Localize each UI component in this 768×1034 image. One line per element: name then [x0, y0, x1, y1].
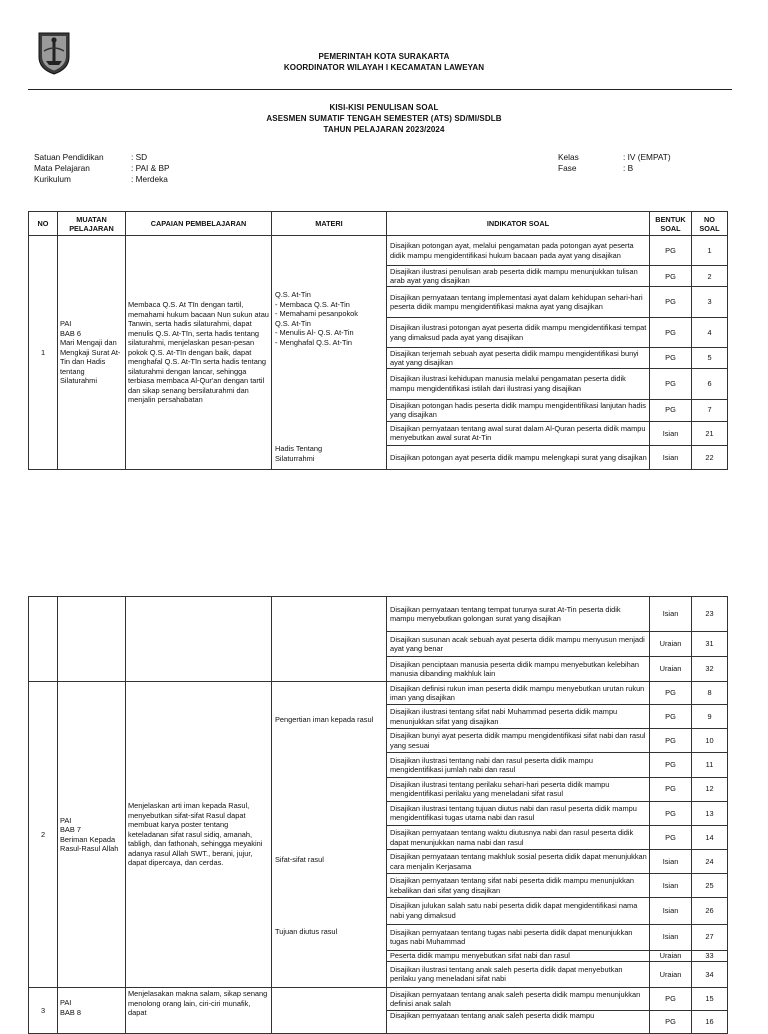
indicator-cell: Disajikan pernyataan tentang awal surat dalam Al-Quran peserta didik mampu menyebutkan awal surat At-Tin: [387, 421, 650, 445]
nosoal-cell: 26: [692, 898, 728, 924]
nosoal-cell: 8: [692, 682, 728, 705]
bentuk-cell: PG: [650, 988, 692, 1011]
bentuk-cell: PG: [650, 399, 692, 421]
nosoal-cell: 25: [692, 874, 728, 898]
indicator-cell: Disajikan ilustrasi tentang anak saleh peserta didik dapat menyebutkan perilaku yang meneladani sifat nabi: [387, 961, 650, 987]
row-number: 2: [29, 682, 58, 988]
row-number: 3: [29, 988, 58, 1034]
indicator-cell: Peserta didik mampu menyebutkan sifat nabi dan rasul: [387, 950, 650, 961]
indicator-cell: Disajikan pernyataan tentang makhluk sosial peserta didik dapat menunjukkan cara menjalin Kerjasama: [387, 850, 650, 874]
bentuk-cell: Isian: [650, 421, 692, 445]
materi-qs-at-tin: Q.S. At-Tin - Membaca Q.S. At-Tin - Memahami pesanpokok Q.S. At-Tin - Menulis Al- Q.S. At-Tin - Menghafal Q.S. At-Tin: [275, 290, 358, 347]
nosoal-cell: 23: [692, 597, 728, 632]
indicator-cell: Disajikan terjemah sebuah ayat peserta didik mampu mengidentifikasi bunyi ayat yang disajikan: [387, 348, 650, 369]
capaian-cell: Menjelasakan makna salam, sikap senang menolong orang lain, ciri-ciri munafik, dapat: [126, 988, 272, 1034]
materi-hadis: Hadis Tentang Silaturrahmi: [275, 444, 323, 463]
nosoal-cell: 1: [692, 236, 728, 266]
letterhead-divider: [28, 89, 732, 90]
indicator-cell: Disajikan definisi rukun iman peserta didik mampu menyebutkan urutan rukun iman yang disajikan: [387, 682, 650, 705]
bentuk-cell: Isian: [650, 850, 692, 874]
nosoal-cell: 12: [692, 777, 728, 801]
nosoal-cell: 11: [692, 753, 728, 777]
kisi-kisi-table-2: [28, 596, 728, 1034]
capaian-cell: Menjelaskan arti iman kepada Rasul, menyebutkan sifat-sifat Rasul dapat membuat karya poster tentang keteladanan sifat rasul sidiq, amanah, tabligh, dan fathonah, sehingga meyakini adanya rasul Allah SWT., berani, jujur, dapat dipercaya, dan cerdas.: [126, 682, 272, 988]
row-number: 1: [29, 236, 58, 470]
bentuk-cell: PG: [650, 825, 692, 849]
kurikulum-label: Kurikulum: [34, 174, 71, 184]
bentuk-cell: Uraian: [650, 950, 692, 961]
indicator-cell: Disajikan ilustrasi tentang nabi dan rasul peserta didik mampu mengidentifikasi jumlah nabi dan rasul: [387, 753, 650, 777]
bentuk-cell: PG: [650, 266, 692, 287]
materi-cell: [272, 988, 387, 1034]
indicator-cell: Disajikan pernyataan tentang anak saleh peserta didik mampu menunjukkan definisi anak salah: [387, 988, 650, 1011]
bentuk-cell: PG: [650, 348, 692, 369]
muatan-cell: PAI BAB 7 Beriman Kepada Rasul-Rasul Allah: [58, 682, 126, 988]
indicator-cell: Disajikan bunyi ayat peserta didik mampu mengidentifikasi sifat nabi dan rasul yang sesuai: [387, 729, 650, 753]
kisi-kisi-table-1: [28, 211, 728, 470]
materi-cell: [272, 236, 387, 470]
bentuk-cell: PG: [650, 682, 692, 705]
kelas-value: : IV (EMPAT): [623, 152, 671, 162]
nosoal-cell: 3: [692, 287, 728, 317]
nosoal-cell: 34: [692, 961, 728, 987]
nosoal-cell: 7: [692, 399, 728, 421]
table-row: [29, 682, 728, 705]
indicator-cell: Disajikan pernyataan tentang waktu diutusnya nabi dan rasul peserta didik dapat menunjukkan nama nabi dan rasul: [387, 825, 650, 849]
col-indikator-header: INDIKATOR SOAL: [387, 212, 650, 236]
nosoal-cell: 21: [692, 421, 728, 445]
bentuk-cell: Isian: [650, 597, 692, 632]
indicator-cell: Disajikan ilustrasi penulisan arab peserta didik mampu menunjukkan tulisan arab ayat yang disajikan: [387, 266, 650, 287]
nosoal-cell: 31: [692, 632, 728, 657]
indicator-cell: Disajikan susunan acak sebuah ayat peserta didik mampu menyusun menjadi ayat yang benar: [387, 632, 650, 657]
bentuk-cell: Isian: [650, 898, 692, 924]
bentuk-cell: PG: [650, 729, 692, 753]
nosoal-cell: 4: [692, 317, 728, 347]
materi-cell: [272, 597, 387, 682]
nosoal-cell: 16: [692, 1011, 728, 1034]
col-no-header: NO: [29, 212, 58, 236]
muatan-cell: PAI BAB 8: [58, 988, 126, 1034]
nosoal-cell: 22: [692, 445, 728, 469]
table-row: [29, 597, 728, 632]
bentuk-cell: PG: [650, 705, 692, 729]
col-materi-header: MATERI: [272, 212, 387, 236]
document-title: KISI-KISI PENULISAN SOAL: [329, 103, 439, 112]
capaian-cell: [126, 597, 272, 682]
muatan-cell: PAI BAB 6 Mari Mengaji dan Mengkaji Surat At-Tin dan Hadis tentang Silaturahmi: [58, 236, 126, 470]
nosoal-cell: 14: [692, 825, 728, 849]
mapel-value: : PAI & BP: [131, 163, 170, 173]
table-row: [29, 988, 728, 1011]
city-emblem-logo: [37, 31, 71, 75]
bentuk-cell: PG: [650, 753, 692, 777]
indicator-cell: Disajikan ilustrasi potongan ayat peserta didik mampu mengidentifikasi tempat yang dimaksud pada ayat yang disajikan: [387, 317, 650, 347]
nosoal-cell: 2: [692, 266, 728, 287]
fase-label: Fase: [558, 163, 577, 173]
bentuk-cell: PG: [650, 317, 692, 347]
nosoal-cell: 10: [692, 729, 728, 753]
bentuk-cell: Isian: [650, 445, 692, 469]
bentuk-cell: Uraian: [650, 961, 692, 987]
col-muatan-header: MUATAN PELAJARAN: [58, 212, 126, 236]
bentuk-cell: PG: [650, 801, 692, 825]
indicator-cell: Disajikan julukan salah satu nabi peserta didik dapat mengidentifikasi nama nabi yang dimaksud: [387, 898, 650, 924]
indicator-cell: Disajikan pernyataan tentang implementasi ayat dalam kehidupan sehari-hari peserta didik mampu mengidentifikasi makna ayat yang disajikan: [387, 287, 650, 317]
satuan-value: : SD: [131, 152, 148, 162]
materi-pengertian-iman: Pengertian iman kepada rasul: [275, 715, 374, 724]
kurikulum-value: : Merdeka: [131, 174, 168, 184]
indicator-cell: Disajikan pernyataan tentang anak saleh peserta didik mampu: [387, 1011, 650, 1034]
indicator-cell: Disajikan pernyataan tentang sifat nabi peserta didik mampu menunjukkan kebalikan dari sifat yang disajikan: [387, 874, 650, 898]
metadata-right: [558, 152, 738, 176]
bentuk-cell: Isian: [650, 924, 692, 950]
academic-year: TAHUN PELAJARAN 2023/2024: [323, 125, 445, 134]
kelas-label: Kelas: [558, 152, 579, 162]
mapel-label: Mata Pelajaran: [34, 163, 90, 173]
nosoal-cell: 32: [692, 657, 728, 682]
assessment-title: ASESMEN SUMATIF TENGAH SEMESTER (ATS) SD/MI/SDLB: [266, 114, 502, 123]
nosoal-cell: 27: [692, 924, 728, 950]
nosoal-cell: 6: [692, 369, 728, 399]
bentuk-cell: Uraian: [650, 632, 692, 657]
nosoal-cell: 13: [692, 801, 728, 825]
bentuk-cell: Isian: [650, 874, 692, 898]
indicator-cell: Disajikan ilustrasi tentang sifat nabi Muhammad peserta didik mampu menunjukkan sifat yang disajikan: [387, 705, 650, 729]
materi-tujuan-rasul: Tujuan diutus rasul: [275, 927, 338, 936]
nosoal-cell: 24: [692, 850, 728, 874]
materi-sifat-rasul: Sifat-sifat rasul: [275, 855, 324, 864]
bentuk-cell: PG: [650, 236, 692, 266]
indicator-cell: Disajikan pernyataan tentang tempat turunya surat At-Tin peserta didik mampu menyebutkan golongan surat yang disajikan: [387, 597, 650, 632]
materi-cell: [272, 682, 387, 988]
col-bentuk-header: BENTUK SOAL: [650, 212, 692, 236]
office-name: KOORDINATOR WILAYAH I KECAMATAN LAWEYAN: [283, 63, 485, 72]
nosoal-cell: 5: [692, 348, 728, 369]
metadata-left: [34, 152, 334, 188]
indicator-cell: Disajikan ilustrasi tentang perilaku sehari-hari peserta didik mampu mengidentifikasi perilaku yang meneladani sifat rasul: [387, 777, 650, 801]
col-capaian-header: CAPAIAN PEMBELAJARAN: [126, 212, 272, 236]
satuan-label: Satuan Pendidikan: [34, 152, 104, 162]
row-number: [29, 597, 58, 682]
col-nosoal-header: NO SOAL: [692, 212, 728, 236]
bentuk-cell: Uraian: [650, 657, 692, 682]
muatan-cell: [58, 597, 126, 682]
government-name: PEMERINTAH KOTA SURAKARTA: [318, 52, 450, 61]
indicator-cell: Disajikan potongan ayat, melalui pengamatan pada potongan ayat peserta didik mampu mengidentifikasi hukum bacaan pada ayat yang disajikan: [387, 236, 650, 266]
capaian-cell: Membaca Q.S. At Tīn dengan tartil, memahami hukum bacaan Nun sukun atau Tanwin, serta hadis silaturahmi, dapat menulis Q.S. At-Tīn, serta hadis tentang silaturahmi, menjelaskan pesan-pesan pokok Q.S. At-Tīn dengan baik, dapat menghafal Q.S. At-Tīn serta hadis tentang silaturahmi dengan lancar, sehingga terbiasa membaca Al-Qur'an dengan tartil dan sikap senang bersilaturahmi dan menjalin persahabatan: [126, 236, 272, 470]
indicator-cell: Disajikan pernyataan tentang tugas nabi peserta didik dapat menunjukkan tugas nabi Muhammad: [387, 924, 650, 950]
indicator-cell: Disajikan potongan ayat peserta didik mampu melengkapi surat yang disajikan: [387, 445, 650, 469]
indicator-cell: Disajikan ilustrasi kehidupan manusia melalui pengamatan peserta didik mampu mengidentifikasi istilah dari ilustrasi yang disajikan: [387, 369, 650, 399]
table-row: [29, 236, 728, 266]
nosoal-cell: 15: [692, 988, 728, 1011]
nosoal-cell: 9: [692, 705, 728, 729]
bentuk-cell: PG: [650, 1011, 692, 1034]
table-header-row: [29, 212, 728, 236]
bentuk-cell: PG: [650, 777, 692, 801]
indicator-cell: Disajikan penciptaan manusia peserta didik mampu menyebutkan kelebihan manusia dibanding makhluk lain: [387, 657, 650, 682]
bentuk-cell: PG: [650, 369, 692, 399]
nosoal-cell: 33: [692, 950, 728, 961]
fase-value: : B: [623, 163, 634, 173]
indicator-cell: Disajikan potongan hadis peserta didik mampu mengidentifikasi lanjutan hadis yang disajikan: [387, 399, 650, 421]
bentuk-cell: PG: [650, 287, 692, 317]
indicator-cell: Disajikan ilustrasi tentang tujuan diutus nabi dan rasul peserta didik mampu mengidentifikasi tugas utama nabi dan rasul: [387, 801, 650, 825]
